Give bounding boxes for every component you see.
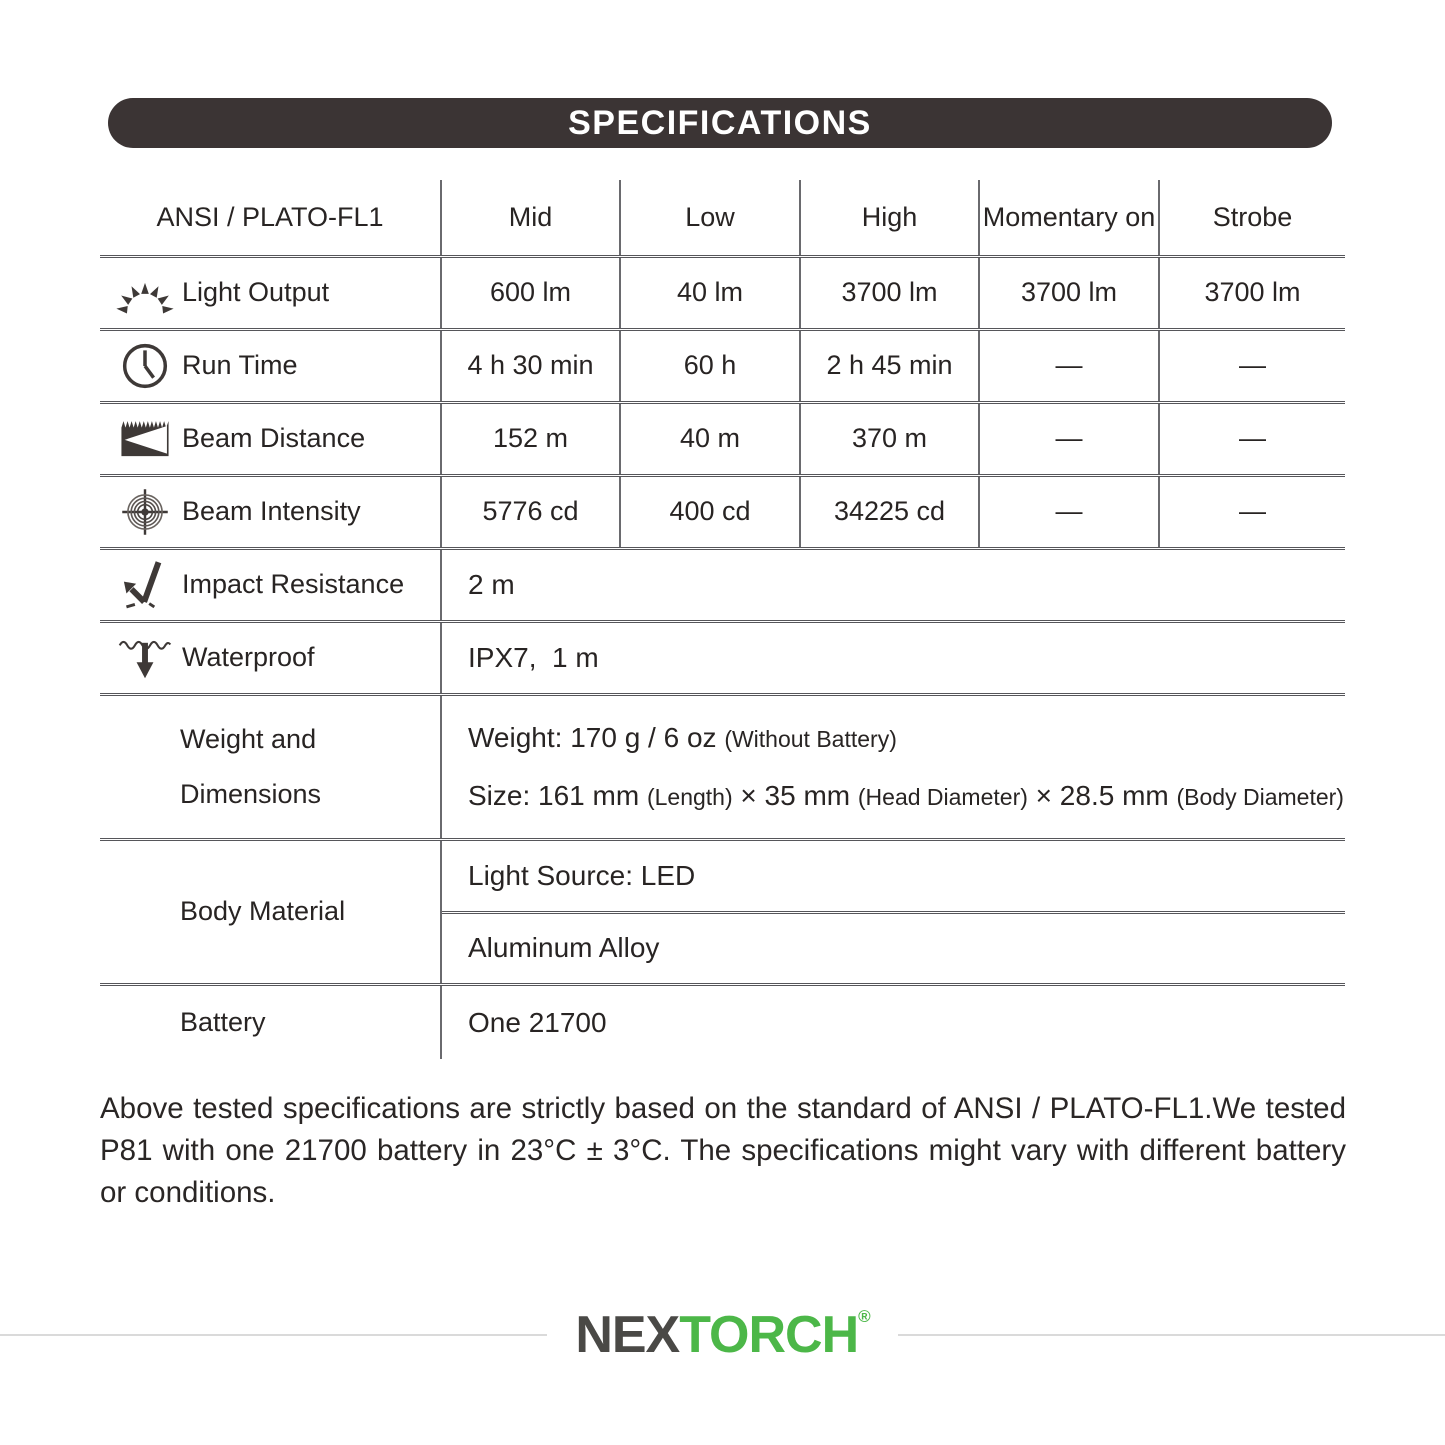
footnote-text: Above tested specifications are strictly based on the standard of ANSI / PLATO-FL1.We tested P81 with one 21700 battery in 23°C ± 3°C. The specifications might vary with different battery or conditions.: [100, 1092, 1346, 1210]
waterproof-icon: [108, 634, 182, 682]
table-row-beam-distance: [100, 404, 1345, 477]
value-cell: 600 lm: [442, 258, 621, 328]
value-cell: IPX7, 1 m: [468, 642, 599, 673]
value-cell: 3700 lm: [801, 258, 980, 328]
value-cell: —: [1239, 496, 1266, 527]
size-value-line: Size: 161 mm (Length) × 35 mm (Head Diameter) × 28.5 mm (Body Diameter): [468, 780, 1344, 811]
table-row-run-time: [100, 331, 1345, 404]
column-header-high: High: [801, 180, 980, 255]
row-label-line2: Dimensions: [180, 779, 322, 809]
value-cell: 40 lm: [621, 258, 801, 328]
column-header-low: Low: [621, 180, 801, 255]
value-cell: —: [980, 331, 1160, 401]
registered-mark: ®: [858, 1307, 870, 1326]
weight-value-line: Weight: 170 g / 6 oz (Without Battery): [468, 722, 897, 753]
nextorch-logo: NEXTORCH®: [575, 1306, 870, 1364]
value-cell: —: [980, 477, 1160, 547]
value-cell: 2 h 45 min: [801, 331, 980, 401]
row-label: Light Output: [182, 277, 330, 308]
row-label: Beam Distance: [182, 423, 366, 454]
table-row-weight-dimensions: [100, 696, 1345, 841]
impact-resistance-icon: [108, 559, 182, 611]
beam-intensity-icon: [108, 486, 182, 538]
value-cell: 4 h 30 min: [442, 331, 621, 401]
row-label: Beam Intensity: [182, 496, 361, 527]
value-cell: 40 m: [621, 404, 801, 474]
table-row-waterproof: [100, 623, 1345, 696]
value-cell: —: [1239, 423, 1266, 454]
battery-value: One 21700: [468, 1006, 607, 1038]
body-material-value: Aluminum Alloy: [468, 932, 660, 964]
column-header-momentary-on: Momentary on: [980, 180, 1160, 255]
brand-footer: [0, 1300, 1445, 1370]
table-row-light-output: [100, 258, 1345, 331]
row-label-line1: Weight and: [180, 723, 317, 754]
row-label: Body Material: [180, 896, 346, 927]
beam-distance-icon: [108, 415, 182, 463]
column-header-standard: ANSI / PLATO-FL1: [100, 180, 442, 255]
value-cell: 34225 cd: [801, 477, 980, 547]
value-cell: 60 h: [621, 331, 801, 401]
column-header-mid: Mid: [442, 180, 621, 255]
value-cell: 3700 lm: [980, 258, 1160, 328]
value-cell: 400 cd: [621, 477, 801, 547]
row-label: Battery: [180, 1006, 266, 1037]
spec-table: [100, 180, 1345, 1059]
light-output-icon: [108, 271, 182, 315]
page-title: SPECIFICATIONS: [568, 103, 872, 142]
value-cell: 370 m: [801, 404, 980, 474]
row-label: Impact Resistance: [182, 569, 405, 600]
table-row-body-material: [100, 841, 1345, 986]
table-row-impact-resistance: [100, 550, 1345, 623]
run-time-icon: [108, 341, 182, 391]
right-rule: [898, 1334, 1445, 1336]
value-cell: 152 m: [442, 404, 621, 474]
value-cell: 5776 cd: [442, 477, 621, 547]
value-cell: 3700 lm: [1204, 277, 1301, 308]
row-label: Waterproof: [182, 642, 315, 673]
value-cell: —: [1239, 350, 1266, 381]
column-header-strobe: Strobe: [1212, 201, 1293, 232]
left-rule: [0, 1334, 547, 1336]
value-cell: 2 m: [468, 569, 515, 600]
light-source-value: Light Source: LED: [442, 841, 1345, 914]
table-header-row: [100, 180, 1345, 258]
table-row-beam-intensity: [100, 477, 1345, 550]
value-cell: —: [980, 404, 1160, 474]
table-row-battery: [100, 986, 1345, 1059]
row-label: Run Time: [182, 350, 298, 381]
specifications-title-bar: [108, 98, 1332, 148]
